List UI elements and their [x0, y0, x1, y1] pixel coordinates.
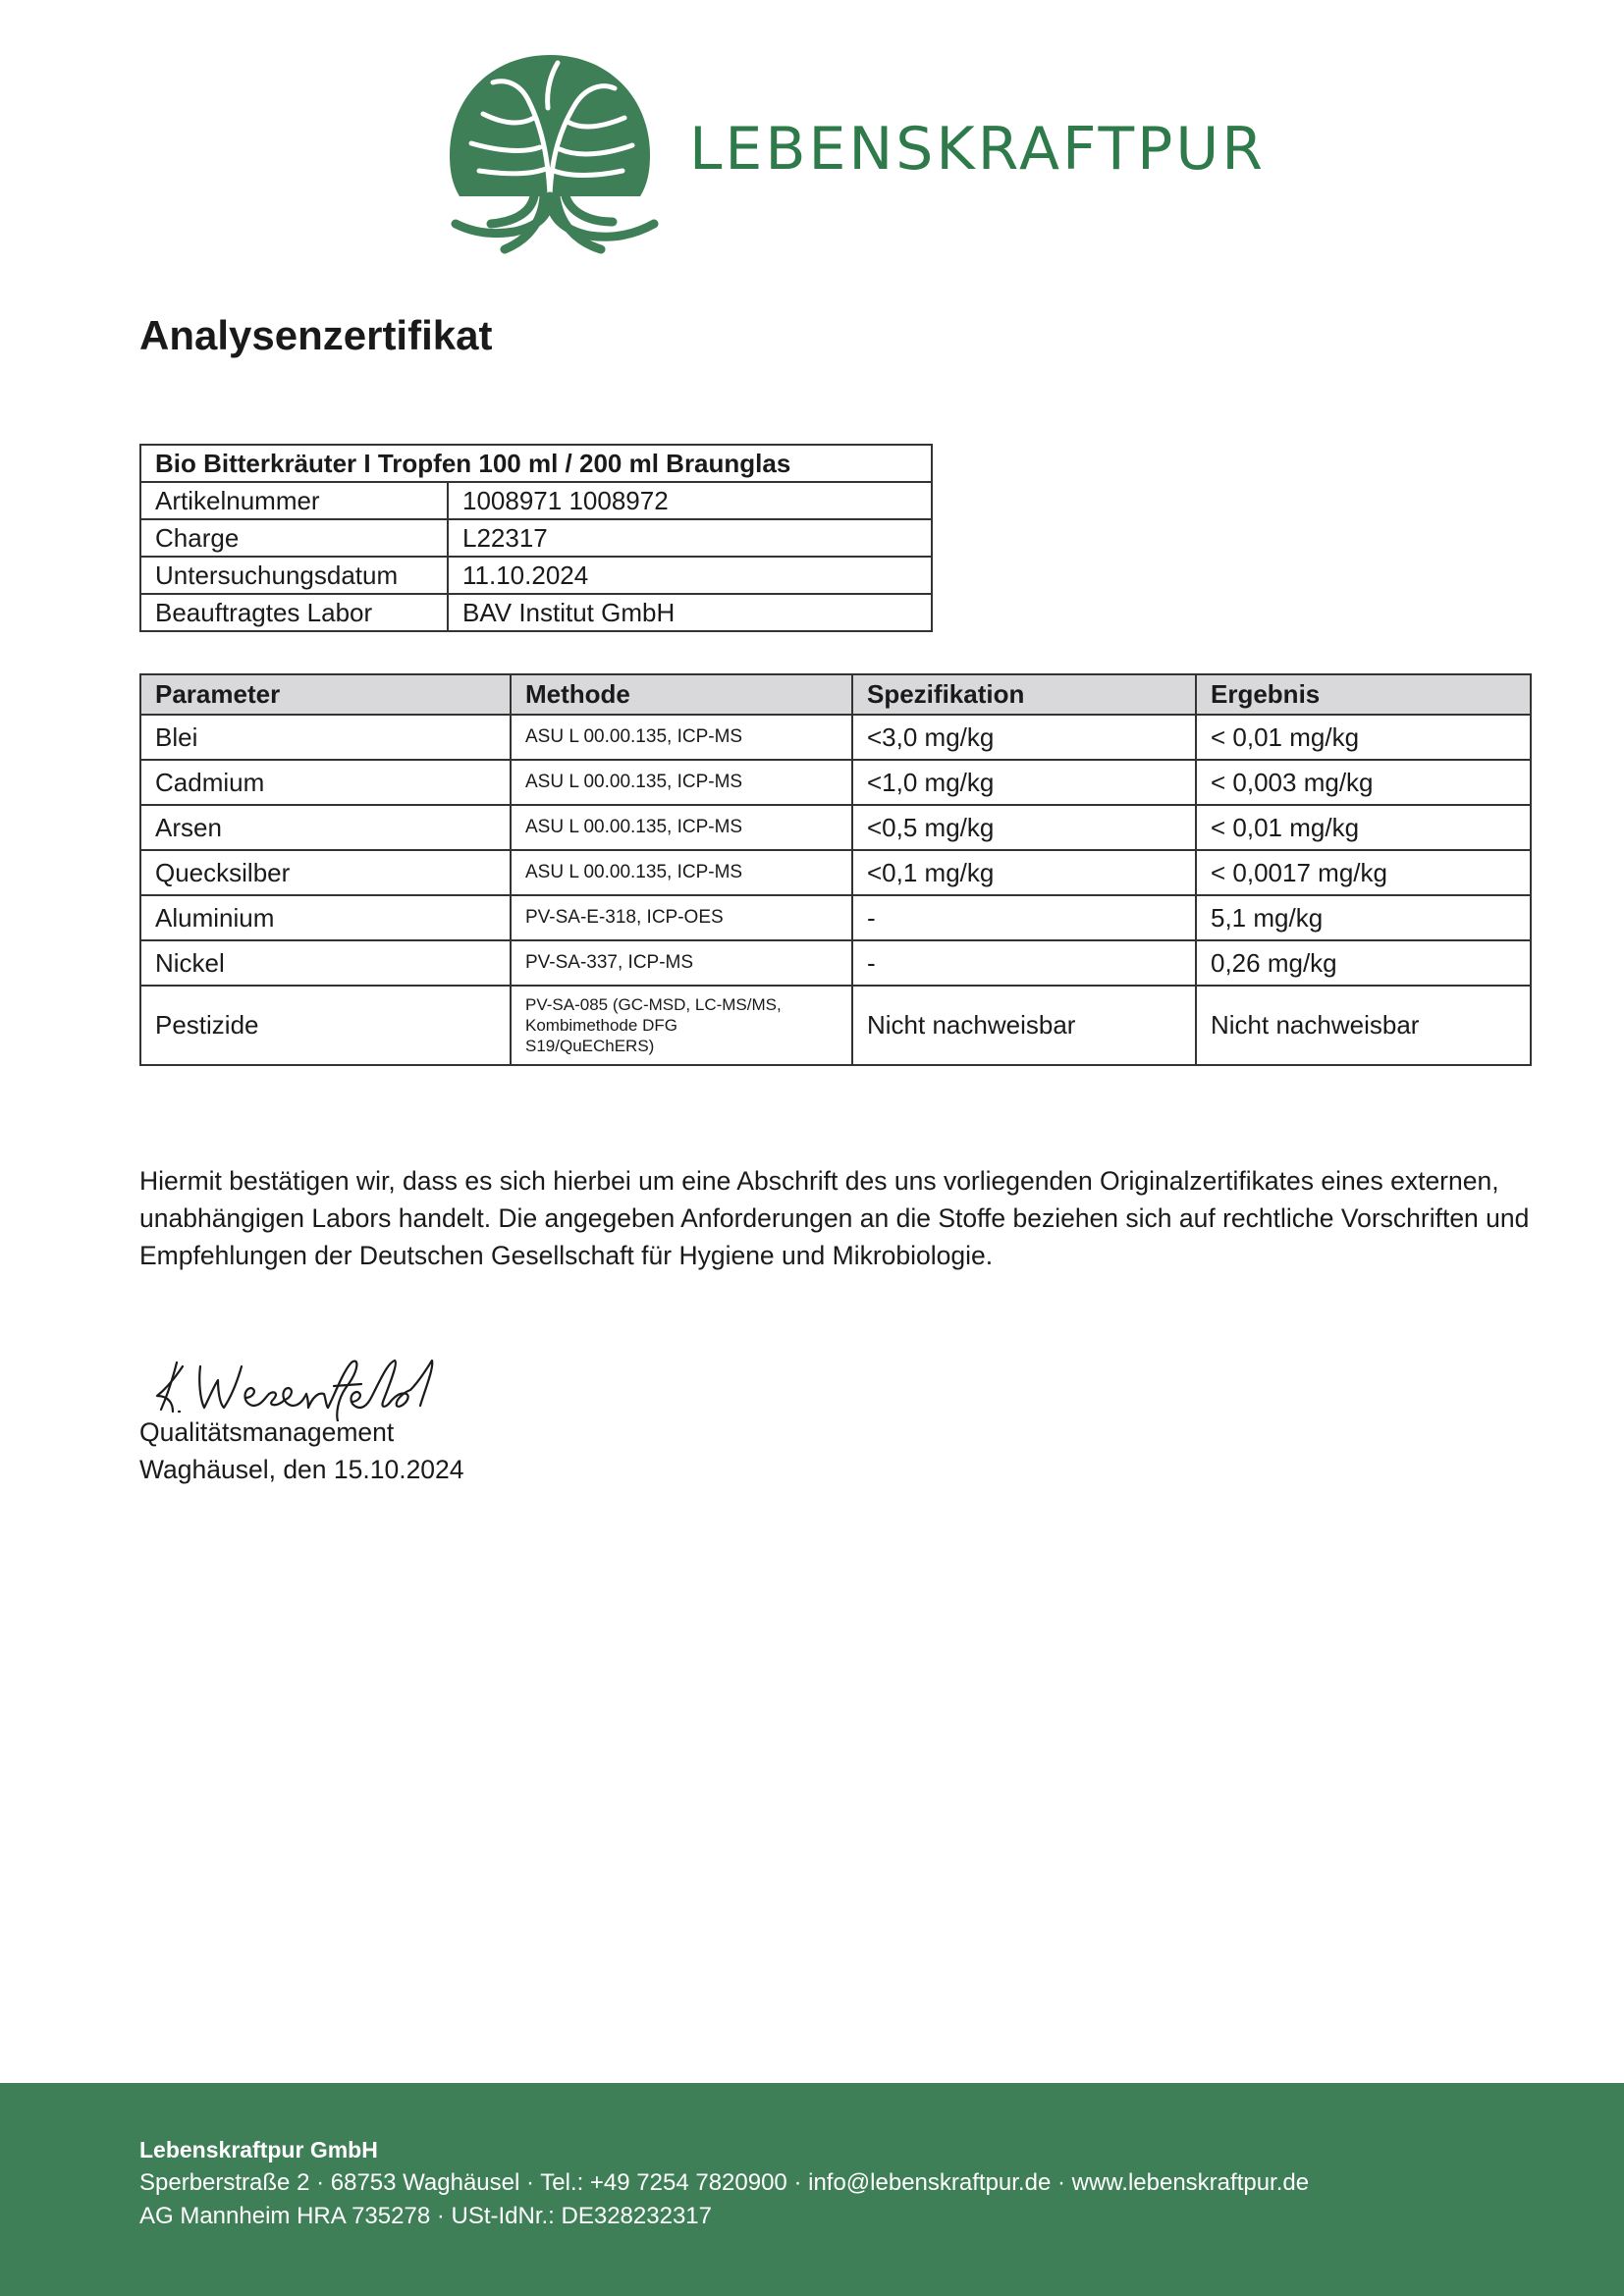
result-cell: < 0,01 mg/kg: [1196, 715, 1531, 760]
page-title: Analysenzertifikat: [139, 312, 493, 358]
table-row: [140, 940, 1531, 986]
method-cell: [511, 986, 852, 1065]
analysis-table: [139, 673, 1532, 1066]
parameter-cell: Pestizide: [140, 986, 511, 1065]
method-line: PV-SA-085 (GC-MSD, LC-MS/MS,: [525, 994, 782, 1014]
method-cell: PV-SA-337, ICP-MS: [511, 940, 852, 986]
result-cell: < 0,003 mg/kg: [1196, 760, 1531, 805]
specification-cell: <0,1 mg/kg: [852, 850, 1196, 895]
table-row: [140, 986, 1531, 1065]
info-row: [140, 482, 932, 519]
info-label: Beauftragtes Labor: [140, 594, 448, 631]
table-row: [140, 895, 1531, 940]
table-row: [140, 760, 1531, 805]
method-cell: PV-SA-E-318, ICP-OES: [511, 895, 852, 940]
result-cell: < 0,0017 mg/kg: [1196, 850, 1531, 895]
info-row: [140, 557, 932, 594]
brand-wordmark: LEBENSKRAFTPUR: [689, 115, 1266, 184]
parameter-cell: Quecksilber: [140, 850, 511, 895]
signature-place-date: Waghäusel, den 15.10.2024: [139, 1455, 464, 1484]
company-logo: [432, 49, 1266, 255]
column-header-result: Ergebnis: [1196, 674, 1531, 715]
product-row: [140, 445, 932, 482]
table-row: [140, 850, 1531, 895]
method-cell: ASU L 00.00.135, ICP-MS: [511, 760, 852, 805]
info-label: Artikelnummer: [140, 482, 448, 519]
info-value: L22317: [448, 519, 932, 557]
result-cell: 5,1 mg/kg: [1196, 895, 1531, 940]
tree-of-life-icon: [432, 49, 668, 255]
method-line: Kombimethode DFG: [525, 1015, 677, 1035]
confirmation-statement: Hiermit bestätigen wir, dass es sich hierbei um eine Abschrift des uns vorliegenden Originalzertifikates eines externen, unabhängigen Labors handelt. Die angegeben Anforderungen an die Stoffe beziehen sich auf rechtliche Vorschriften und Empfehlungen der Deutschen Gesellschaft für Hygiene und Mikrobiologie.: [139, 1166, 1530, 1270]
column-header-method: Methode: [511, 674, 852, 715]
specification-cell: <0,5 mg/kg: [852, 805, 1196, 850]
info-label: Charge: [140, 519, 448, 557]
column-header-parameter: Parameter: [140, 674, 511, 715]
product-name: Bio Bitterkräuter I Tropfen 100 ml / 200 ml Braunglas: [140, 445, 932, 482]
result-cell: < 0,01 mg/kg: [1196, 805, 1531, 850]
result-cell: Nicht nachweisbar: [1196, 986, 1531, 1065]
specification-cell: -: [852, 940, 1196, 986]
parameter-cell: Arsen: [140, 805, 511, 850]
parameter-cell: Nickel: [140, 940, 511, 986]
handwritten-signature: [143, 1353, 448, 1421]
footer: [0, 2083, 1624, 2296]
table-row: [140, 715, 1531, 760]
parameter-cell: Cadmium: [140, 760, 511, 805]
info-label: Untersuchungsdatum: [140, 557, 448, 594]
info-value: 11.10.2024: [448, 557, 932, 594]
footer-company: Lebenskraftpur GmbH: [139, 2137, 378, 2163]
specification-cell: <3,0 mg/kg: [852, 715, 1196, 760]
parameter-cell: Aluminium: [140, 895, 511, 940]
footer-address: Sperberstraße 2 · 68753 Waghäusel · Tel.: +49 7254 7820900 · info@lebenskraftpur.de · www.lebenskraftpur.de: [139, 2169, 1310, 2196]
method-cell: ASU L 00.00.135, ICP-MS: [511, 850, 852, 895]
result-cell: 0,26 mg/kg: [1196, 940, 1531, 986]
method-cell: ASU L 00.00.135, ICP-MS: [511, 715, 852, 760]
method-line: S19/QuEChERS): [525, 1037, 655, 1056]
method-cell: ASU L 00.00.135, ICP-MS: [511, 805, 852, 850]
specification-cell: Nicht nachweisbar: [852, 986, 1196, 1065]
info-value: 1008971 1008972: [448, 482, 932, 519]
info-value: BAV Institut GmbH: [448, 594, 932, 631]
info-row: [140, 519, 932, 557]
table-header-row: [140, 674, 1531, 715]
specification-cell: <1,0 mg/kg: [852, 760, 1196, 805]
footer-register: AG Mannheim HRA 735278 · USt-IdNr.: DE328232317: [139, 2203, 712, 2229]
table-row: [140, 805, 1531, 850]
signature-role: Qualitätsmanagement: [139, 1417, 395, 1447]
info-row: [140, 594, 932, 631]
column-header-specification: Spezifikation: [852, 674, 1196, 715]
parameter-cell: Blei: [140, 715, 511, 760]
specification-cell: -: [852, 895, 1196, 940]
product-info-table: [139, 444, 933, 632]
